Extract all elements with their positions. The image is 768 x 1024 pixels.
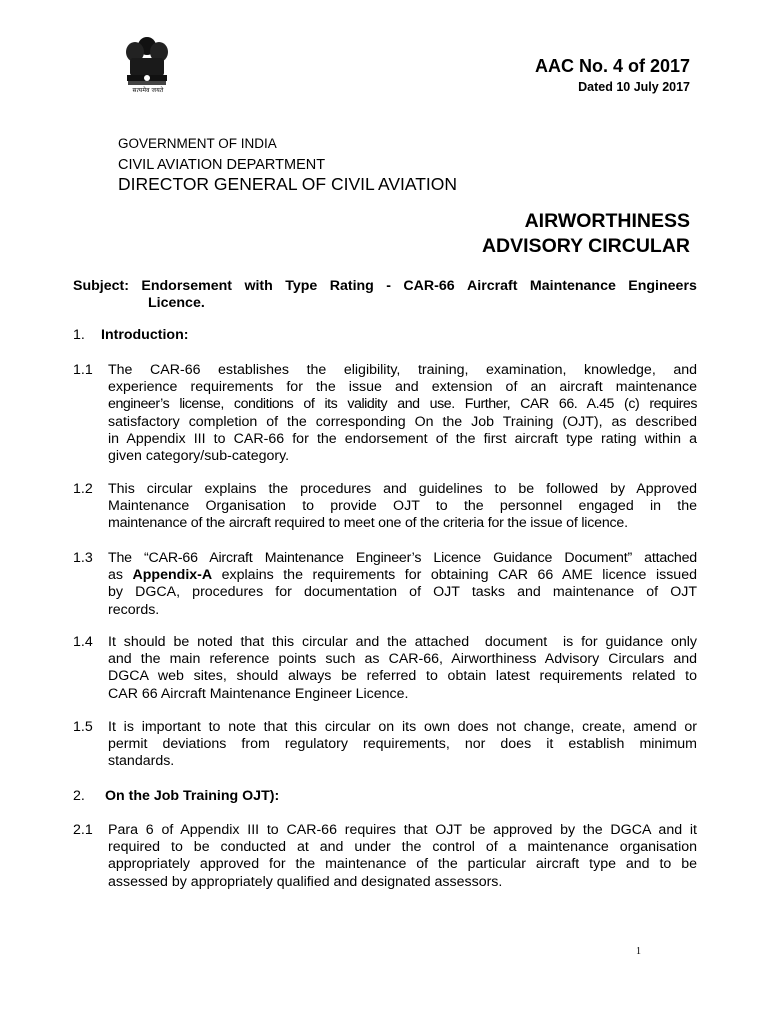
paragraph-line: records. — [108, 601, 160, 618]
paragraph-number: 1.5 — [73, 719, 93, 735]
paragraph-line: It is important to note that this circular on its own does not change, create, amend or — [108, 719, 697, 735]
subject-word: CAR-66 — [403, 278, 455, 294]
page-number: 1 — [636, 946, 641, 957]
paragraph-1-5 — [73, 719, 697, 771]
paragraph-line: experience requirements for the issue and extension of an aircraft maintenance — [108, 379, 697, 396]
paragraph-1-1 — [73, 362, 697, 465]
section-title: On the Job Training OJT): — [105, 788, 280, 804]
paragraph-number: 1.2 — [73, 481, 93, 497]
paragraph-1-2 — [73, 481, 697, 533]
appendix-reference: Appendix-A — [132, 567, 213, 584]
paragraph-line: in Appendix III to CAR-66 for the endorsement of the first aircraft type rating within a — [108, 430, 697, 447]
section-number: 2. — [73, 788, 85, 804]
subject-word: Maintenance — [529, 278, 616, 294]
section-heading-introduction — [73, 327, 188, 343]
circular-date: Dated 10 July 2017 — [578, 80, 690, 94]
paragraph-number: 1.4 — [73, 634, 93, 650]
paragraph-line: assessed by appropriately qualified and designated assessors. — [108, 873, 503, 890]
paragraph-2-1 — [73, 822, 697, 891]
subject-word: with — [244, 278, 273, 294]
paragraph-line: and the main reference points such as CAR-66, Airworthiness Advisory Circulars and — [108, 651, 697, 668]
paragraph-number: 1.1 — [73, 362, 93, 378]
subject-line1 — [73, 278, 697, 295]
document-title-line2: ADVISORY CIRCULAR — [481, 235, 690, 257]
circular-number: AAC No. 4 of 2017 — [534, 56, 690, 76]
department-label: CIVIL AVIATION DEPARTMENT — [118, 157, 326, 173]
paragraph-line: satisfactory completion of the corresponding On the Job Training (OJT), as described — [108, 413, 697, 430]
subject-word: Engineers — [628, 278, 697, 294]
subject-word: - — [386, 278, 391, 294]
paragraph-line: by DGCA, procedures for documentation of OJT tasks and maintenance of OJT — [108, 584, 697, 601]
emblem-motto: सत्यमेव जयते — [132, 88, 164, 94]
subject-word: Rating — [329, 278, 374, 294]
paragraph-line: appropriately approved for the maintenance of the particular aircraft type and to be — [108, 856, 697, 873]
document-title-line1: AIRWORTHINESS — [524, 210, 690, 232]
paragraph-1-3 — [73, 550, 697, 619]
subject-line2: Licence. — [148, 295, 205, 311]
paragraph-line: Maintenance Organisation to provide OJT to the personnel engaged in the — [108, 498, 697, 515]
paragraph-line: DGCA web sites, should always be referred to obtain latest requirements related to — [108, 668, 697, 685]
paragraph-line: CAR 66 Aircraft Maintenance Engineer Licence. — [108, 685, 409, 702]
paragraph-line: required to be conducted at and under the control of a maintenance organisation — [108, 839, 697, 856]
paragraph-line: The CAR-66 establishes the eligibility, training, examination, knowledge, and — [108, 362, 697, 378]
paragraph-number: 2.1 — [73, 822, 93, 838]
section-title: Introduction: — [101, 327, 189, 343]
subject-block — [73, 278, 697, 312]
subject-word: Endorsement — [141, 278, 233, 294]
paragraph-number: 1.3 — [73, 550, 93, 566]
subject-word: Subject: — [73, 278, 129, 294]
paragraph-line: permit deviations from regulatory requirements, nor does it establish minimum — [108, 736, 697, 753]
paragraph-line: Para 6 of Appendix III to CAR-66 requires that OJT be approved by the DGCA and it — [108, 822, 697, 838]
director-label: DIRECTOR GENERAL OF CIVIL AVIATION — [118, 174, 458, 194]
paragraph-line: standards. — [108, 753, 175, 770]
paragraph-1-4 — [73, 634, 697, 703]
paragraph-line: This circular explains the procedures and guidelines to be followed by Approved — [108, 481, 697, 497]
government-label: GOVERNMENT OF INDIA — [118, 136, 277, 151]
paragraph-line: engineer’s license, conditions of its validity and use. Further, CAR 66. A.45 (c) requires — [108, 396, 697, 413]
subject-word: Type — [285, 278, 318, 294]
line-rest: explains the requirements for obtaining CAR 66 AME licence issued — [221, 567, 697, 584]
paragraph-line: It should be noted that this circular and the attached document is for guidance only — [108, 634, 697, 650]
subject-word: Aircraft — [467, 278, 518, 294]
section-number: 1. — [73, 327, 85, 343]
section-heading-ojt — [73, 788, 279, 804]
as-word: as — [108, 567, 123, 584]
paragraph-line: given category/sub-category. — [108, 448, 290, 465]
paragraph-line: The “CAR-66 Aircraft Maintenance Engineer’s Licence Guidance Document” attached — [108, 550, 697, 566]
paragraph-line: maintenance of the aircraft required to meet one of the criteria for the issue of licence. — [108, 515, 628, 532]
paragraph-line — [108, 567, 697, 584]
